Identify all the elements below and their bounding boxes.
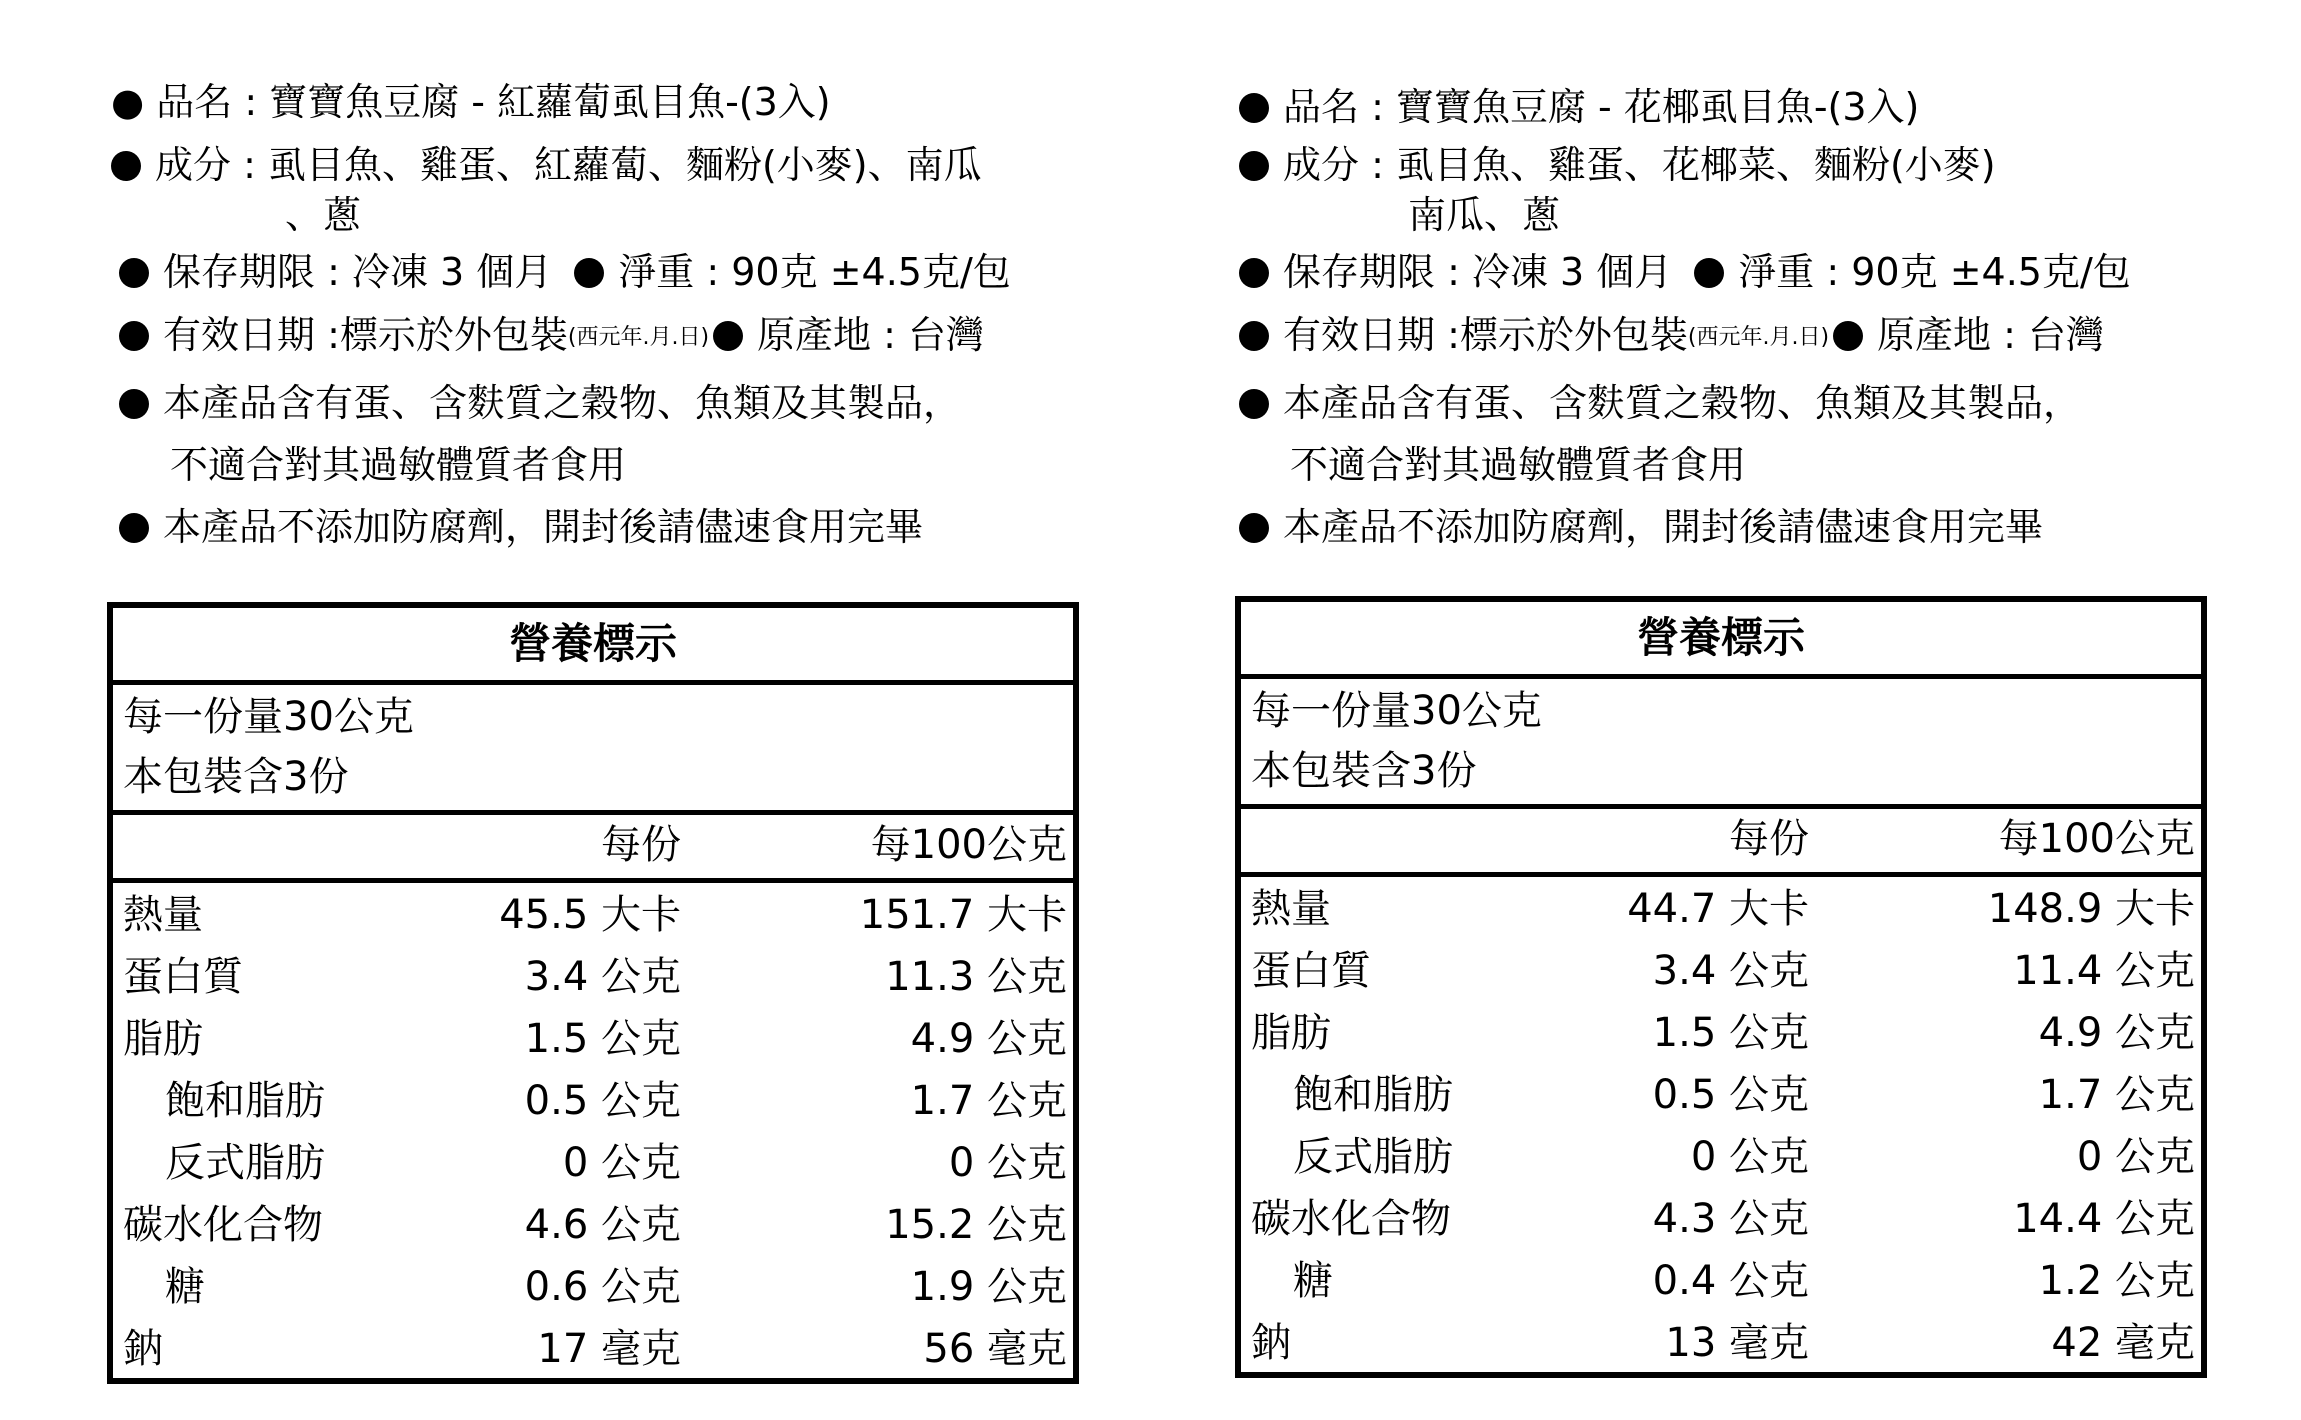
bullet-icon: [119, 513, 149, 543]
preservative-note: 本產品不添加防腐劑，開封後請儘速食用完畢: [163, 505, 924, 549]
serving-size: 每一份量30公克: [1251, 688, 1542, 734]
servings-per-package: 本包裝含3份: [1251, 748, 1477, 794]
divider: [1241, 872, 2201, 877]
nutrition-table: 營養標示 每一份量30公克 本包裝含3份 每份 每100公克 熱量 44.7 大卡 148.9 大卡 蛋白質 3.4 公克 11.4 公克 脂肪 1.5 公克 4.9 公克 飽和脂肪 0.5 公克 1.7 公克 反式脂肪 0 公克 0 公克 碳水化合物 4.3 公克 14.4 公克 糖 0.4 公克 1.2 公克 鈉 13 毫克 42 毫克: [1235, 596, 2207, 1378]
expiry-format-note: (西元年.月.日): [567, 325, 710, 350]
bullet-icon: [574, 258, 604, 288]
storage-line: [1239, 247, 2131, 297]
nutrition-table: 營養標示 每一份量30公克 本包裝含3份 每份 每100公克 熱量 45.5 大卡 151.7 大卡 蛋白質 3.4 公克 11.3 公克 脂肪 1.5 公克 4.9 公克 飽和脂肪 0.5 公克 1.7 公克 反式脂肪 0 公克 0 公克 碳水化合物 4.6 公克 15.2 公克 糖 0.6 公克 1.9 公克 鈉 17 毫克 56 毫克: [107, 602, 1079, 1384]
expiry-date: 有效日期 :標示於外包裝: [163, 313, 568, 357]
bullet-icon: [713, 321, 743, 351]
preservative-line: [119, 502, 923, 552]
col-header-per-serving: 每份: [601, 822, 681, 868]
bullet-icon: [119, 389, 149, 419]
expiry-format-note: (西元年.月.日): [1687, 325, 1830, 350]
allergen-warning: 本產品含有蛋、含麩質之穀物、魚類及其製品，: [163, 381, 962, 425]
allergen-warning: 本產品含有蛋、含麩質之穀物、魚類及其製品，: [1283, 381, 2082, 425]
product-name-line: [111, 77, 831, 127]
nutrition-title: 營養標示: [1636, 613, 1805, 662]
ingredients-continued: 南瓜、蔥: [1408, 193, 1561, 237]
product-label-left: [107, 0, 1107, 1420]
col-header-per-100g: 每100公克: [870, 822, 1067, 868]
product-name: 品名 : 寶寶魚豆腐 - 花椰虱目魚-(3入): [1283, 85, 1920, 129]
servings-per-package: 本包裝含3份: [123, 754, 349, 800]
product-label-right: [1235, 0, 2235, 1420]
expiry-line: [119, 310, 984, 363]
bullet-icon: [1833, 321, 1863, 351]
origin: 原產地 : 台灣: [757, 313, 985, 357]
ingredients: 成分 : 虱目魚、雞蛋、花椰菜、麵粉(小麥): [1283, 143, 1996, 187]
bullet-icon: [119, 258, 149, 288]
bullet-icon: [119, 321, 149, 351]
ingredients-continued: 、蔥: [285, 193, 362, 237]
ingredients-line: [111, 140, 982, 190]
bullet-icon: [111, 151, 141, 181]
bullet-icon: [1694, 258, 1724, 288]
nutrition-title: 營養標示: [508, 619, 677, 668]
divider: [113, 680, 1073, 685]
product-name: ● 品名 : 寶寶魚豆腐 - 紅蘿蔔虱目魚-(3入): [111, 80, 831, 124]
bullet-icon: [1239, 389, 1269, 419]
divider: [1241, 674, 2201, 679]
bullet-icon: [1239, 513, 1269, 543]
divider: [113, 878, 1073, 883]
serving-size: 每一份量30公克: [123, 694, 414, 740]
col-header-per-serving: 每份: [1729, 816, 1809, 862]
preservative-line: [1239, 502, 2043, 552]
bullet-icon: [1239, 258, 1269, 288]
expiry-date: 有效日期 :標示於外包裝: [1283, 313, 1688, 357]
origin: 原產地 : 台灣: [1877, 313, 2105, 357]
shelf-life: 保存期限 : 冷凍 3 個月: [1283, 250, 1673, 294]
ingredients: 成分 : 虱目魚、雞蛋、紅蘿蔔、麵粉(小麥)、南瓜: [155, 143, 982, 187]
bullet-icon: [1239, 93, 1269, 123]
allergen-continued: 不適合對其過敏體質者食用: [1290, 443, 1747, 487]
preservative-note: 本產品不添加防腐劑，開封後請儘速食用完畢: [1283, 505, 2044, 549]
storage-line: [119, 247, 1011, 297]
product-name-line: [1239, 82, 1919, 132]
bullet-icon: [1239, 321, 1269, 351]
allergen-continued: 不適合對其過敏體質者食用: [170, 443, 627, 487]
allergen-line: [119, 378, 961, 428]
net-weight: 淨重 : 90克 ±4.5克/包: [618, 250, 1011, 294]
ingredients-line: [1239, 140, 1996, 190]
net-weight: 淨重 : 90克 ±4.5克/包: [1738, 250, 2131, 294]
expiry-line: [1239, 310, 2104, 363]
bullet-icon: [1239, 151, 1269, 181]
allergen-line: [1239, 378, 2081, 428]
shelf-life: 保存期限 : 冷凍 3 個月: [163, 250, 553, 294]
col-header-per-100g: 每100公克: [1998, 816, 2195, 862]
